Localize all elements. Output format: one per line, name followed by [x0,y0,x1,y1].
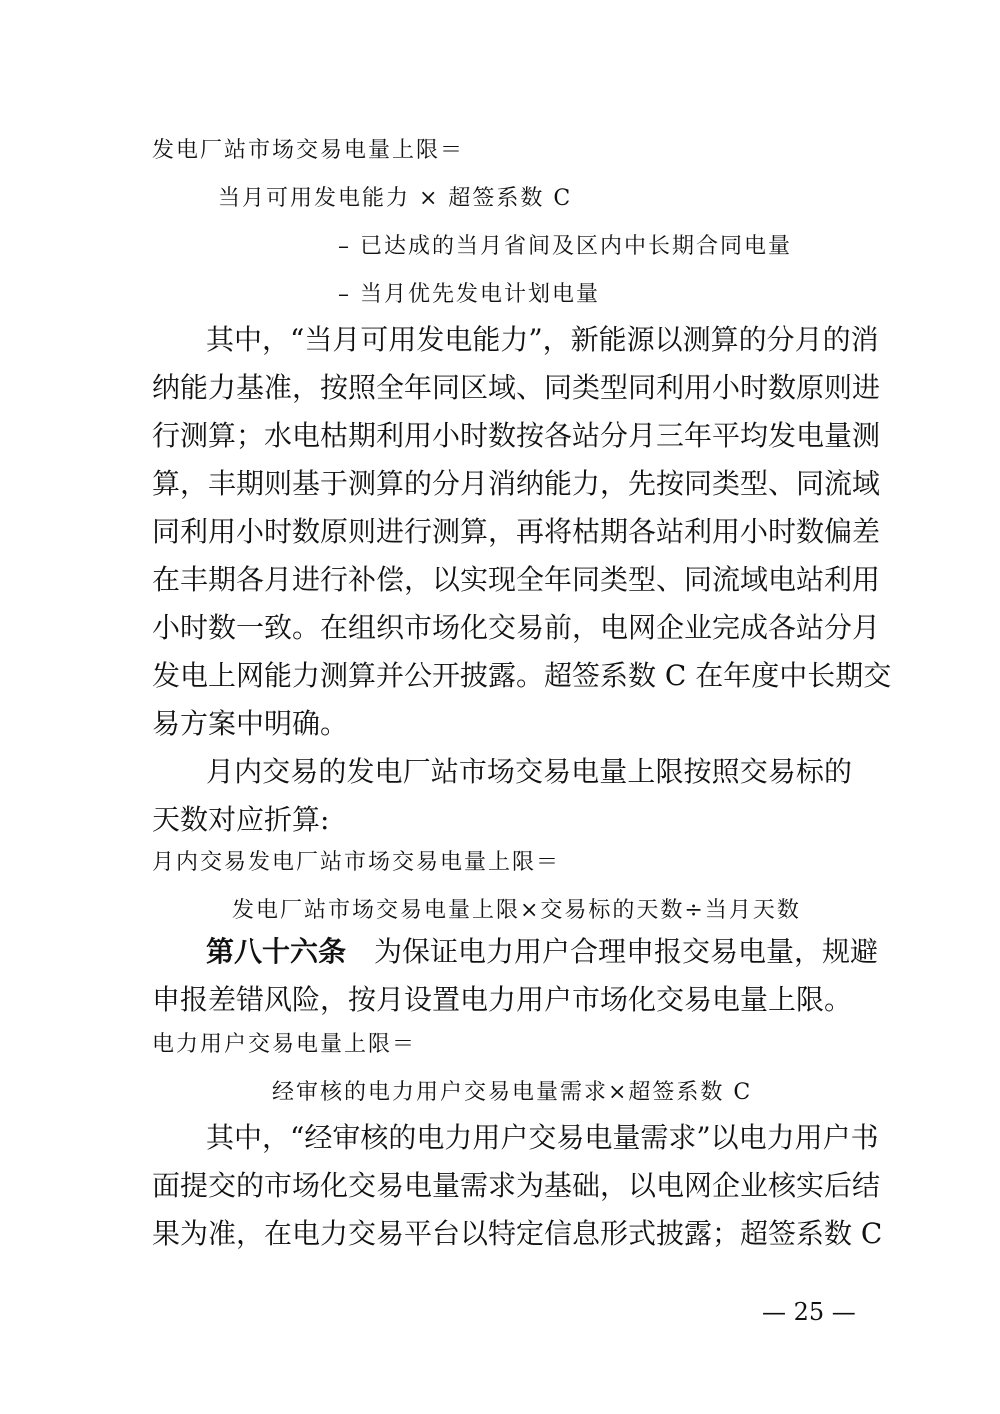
page-number: — 25 — [762,1298,856,1326]
paragraph-line: 算，丰期则基于测算的分月消纳能力，先按同类型、同流域 [152,467,881,500]
formula-plant-limit-term-1: 当月可用发电能力 × 超签系数 C [218,186,573,211]
formula-plant-limit-label: 发电厂站市场交易电量上限＝ [152,138,465,163]
paragraph-line: 其中，“当月可用发电能力”，新能源以测算的分月的消 [206,323,879,356]
article-text: 为保证电力用户合理申报交易电量，规避 [374,935,879,968]
formula-user-limit-term: 经审核的电力用户交易电量需求×超签系数 C [272,1080,753,1105]
paragraph-line: 果为准，在电力交易平台以特定信息形式披露；超签系数 C [152,1217,883,1250]
article-86-line [206,935,879,968]
formula-plant-limit-term-2: – 已达成的当月省间及区内中长期合同电量 [338,234,792,259]
paragraph-line: 月内交易的发电厂站市场交易电量上限按照交易标的 [206,755,852,788]
formula-intramonth-limit-term: 发电厂站市场交易电量上限×交易标的天数÷当月天数 [232,898,801,923]
paragraph-line: 易方案中明确。 [152,707,349,740]
paragraph-line: 纳能力基准，按照全年同区域、同类型同利用小时数原则进 [152,371,881,404]
paragraph-line: 发电上网能力测算并公开披露。超签系数 C 在年度中长期交 [152,659,892,692]
paragraph-line: 同利用小时数原则进行测算，再将枯期各站利用小时数偏差 [152,515,881,548]
paragraph-line: 其中，“经审核的电力用户交易电量需求”以电力用户书 [206,1121,879,1154]
paragraph-line: 在丰期各月进行补偿，以实现全年同类型、同流域电站利用 [152,563,881,596]
formula-user-limit-label: 电力用户交易电量上限＝ [152,1032,417,1057]
formula-plant-limit-term-3: – 当月优先发电计划电量 [338,282,600,307]
article-heading: 第八十六条 [206,935,347,968]
paragraph-line: 行测算；水电枯期利用小时数按各站分月三年平均发电量测 [152,419,881,452]
paragraph-line: 小时数一致。在组织市场化交易前，电网企业完成各站分月 [152,611,881,644]
paragraph-line: 天数对应折算: [152,803,330,836]
formula-intramonth-limit-label: 月内交易发电厂站市场交易电量上限＝ [152,850,561,875]
paragraph-line: 申报差错风险，按月设置电力用户市场化交易电量上限。 [152,983,853,1016]
paragraph-line: 面提交的市场化交易电量需求为基础，以电网企业核实后结 [152,1169,881,1202]
